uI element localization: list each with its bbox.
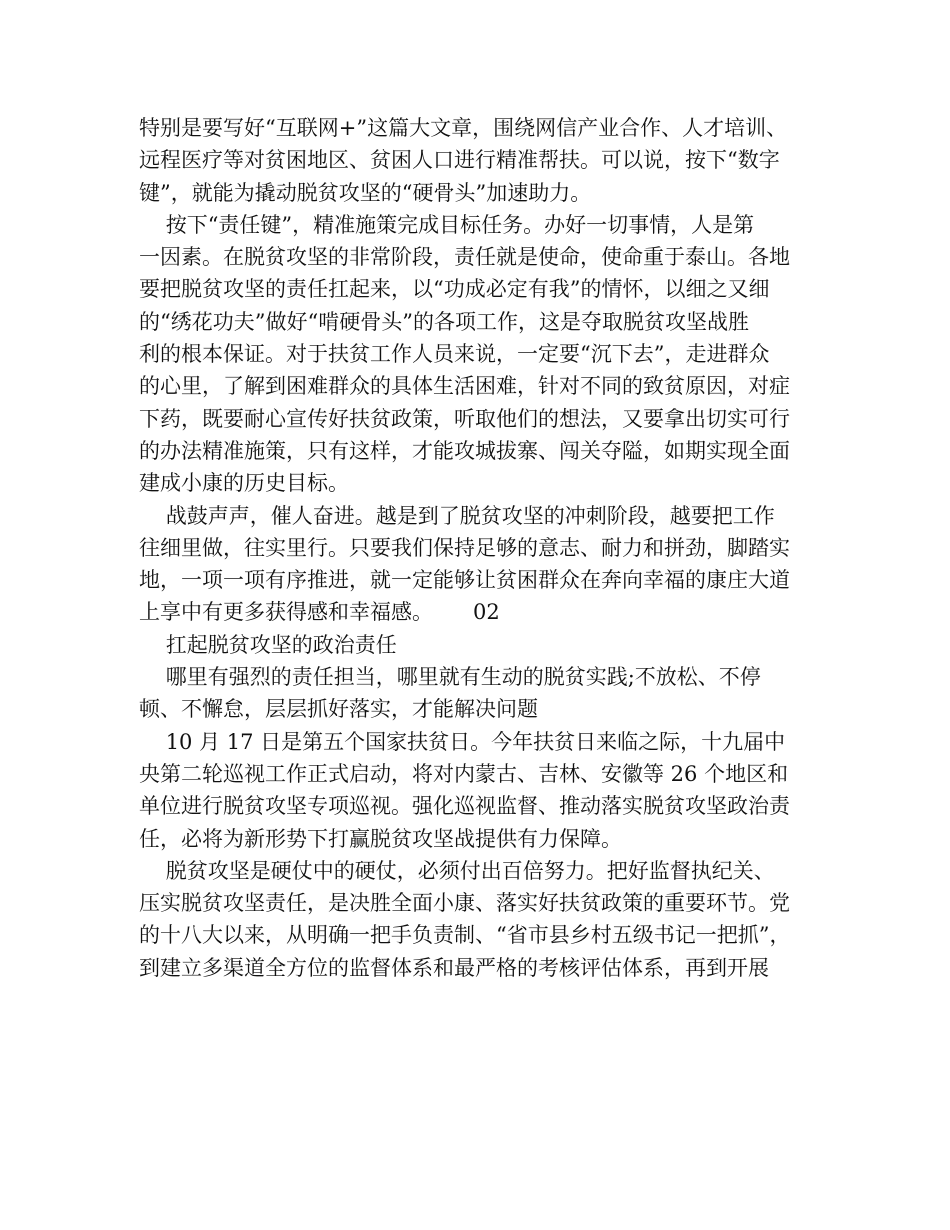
- text-line: 一因素。在脱贫攻坚的非常阶段，责任就是使命，使命重于泰山。各地: [139, 245, 790, 270]
- text-line: 战鼓声声，催人奋进。越是到了脱贫攻坚的冲刺阶段，越要把工作: [139, 503, 775, 528]
- text-line: 的“绣花功夫”做好“啃硬骨头”的各项工作，这是夺取脱贫攻坚战胜: [139, 309, 749, 334]
- text-line: 压实脱贫攻坚责任，是决胜全面小康、落实好扶贫政策的重要环节。党: [139, 891, 790, 916]
- text-line: 的心里，了解到困难群众的具体生活困难，针对不同的致贫原因，对症: [139, 374, 790, 399]
- text-line: 往细里做，往实里行。只要我们保持足够的意志、耐力和拼劲，脚踏实: [139, 535, 790, 560]
- text-line: 特别是要写好“互联网+”这篇大文章，围绕网信产业合作、人才培训、: [139, 116, 788, 140]
- text-line: 10 月 17 日是第五个国家扶贫日。今年扶贫日来临之际，十九届中: [139, 729, 786, 754]
- text-line: 按下“责任键”，精准施策完成目标任务。办好一切事情，人是第: [139, 212, 755, 237]
- text-line: 下药，既要耐心宣传好扶贫政策，听取他们的想法，又要拿出切实可行: [139, 406, 790, 431]
- text-line: 哪里有强烈的责任担当，哪里就有生动的脱贫实践;不放松、不停: [139, 665, 761, 690]
- text-line: 远程医疗等对贫困地区、贫困人口进行精准帮扶。可以说，按下“数字: [139, 148, 780, 173]
- document-body: [139, 112, 819, 984]
- text-line: 地，一项一项有序推进，就一定能够让贫困群众在奔向幸福的康庄大道: [139, 568, 790, 593]
- text-line: 利的根本保证。对于扶贫工作人员来说，一定要“沉下去”，走进群众: [139, 342, 770, 367]
- text-line: 顿、不懈怠，层层抓好落实，才能解决问题: [139, 697, 538, 722]
- text-line: 任，必将为新形势下打赢脱贫攻坚战提供有力保障。: [139, 826, 622, 851]
- section-heading: 扛起脱贫攻坚的政治责任: [139, 632, 397, 657]
- text-line: 央第二轮巡视工作正式启动，将对内蒙古、吉林、安徽等 26 个地区和: [139, 761, 789, 786]
- text-line: 到建立多渠道全方位的监督体系和最严格的考核评估体系，再到开展: [139, 955, 769, 980]
- text-line: 的办法精准施策，只有这样，才能攻城拔寨、闯关夺隘，如期实现全面: [139, 438, 790, 463]
- text-line: 的十八大以来，从明确一把手负责制、“省市县乡村五级书记一把抓”，: [139, 923, 791, 948]
- text-line: 建成小康的历史目标。: [139, 471, 349, 496]
- text-line: 单位进行脱贫攻坚专项巡视。强化巡视监督、推动落实脱贫攻坚政治责: [139, 794, 790, 819]
- text-line: 脱贫攻坚是硬仗中的硬仗，必须付出百倍努力。把好监督执纪关、: [139, 858, 775, 883]
- text-line: 键”，就能为撬动脱贫攻坚的“硬骨头”加速助力。: [139, 180, 592, 205]
- text-line: 上享中有更多获得感和幸福感。 02: [139, 600, 500, 625]
- text-line: 要把脱贫攻坚的责任扛起来，以“功成必定有我”的情怀，以细之又细: [139, 277, 770, 302]
